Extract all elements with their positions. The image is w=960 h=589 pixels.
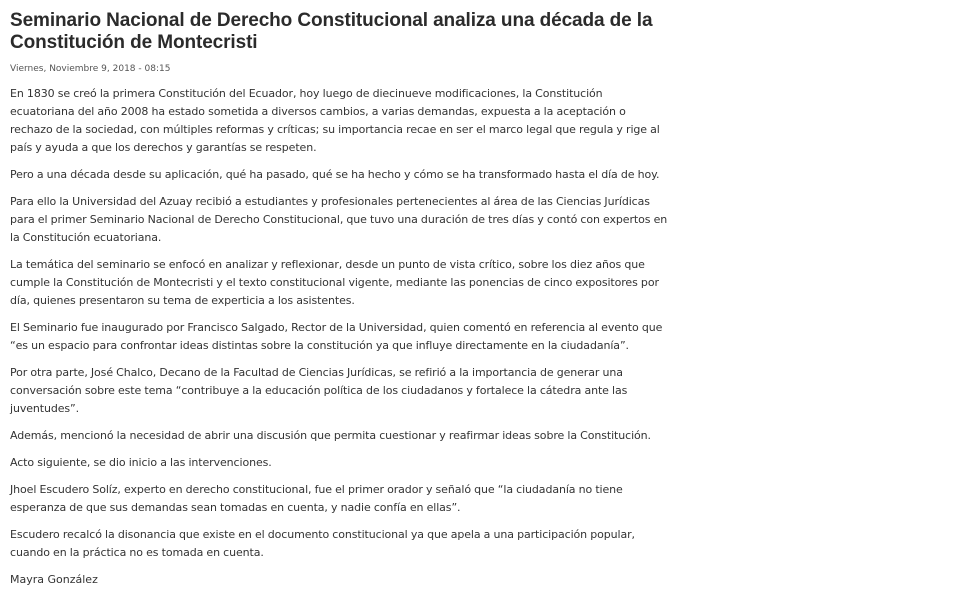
article-date: Viernes, Noviembre 9, 2018 - 08:15: [10, 64, 171, 74]
article-paragraph: Además, mencionó la necesidad de abrir una discusión que permita cuestionar y reafirmar ideas sobre la Constitución.: [10, 429, 651, 442]
article-paragraph: Para ello la Universidad del Azuay recibió a estudiantes y profesionales pertenecientes al área de las Ciencias Jurídicas para el primer Seminario Nacional de Derecho Constitucional, que tuvo una duración de tres días y contó con expertos en la Constitución ecuatoriana.: [10, 195, 668, 244]
article: [10, 10, 670, 589]
article-paragraph: El Seminario fue inaugurado por Francisco Salgado, Rector de la Universidad, quien comentó en referencia al evento que “es un espacio para confrontar ideas distintas sobre la constitución ya que influye directamente en la ciudadanía”.: [10, 321, 663, 352]
article-body: [10, 85, 670, 589]
article-paragraph: Escudero recalcó la disonancia que existe en el documento constitucional ya que apela a una participación popular, cuando en la práctica no es tomada en cuenta.: [10, 528, 635, 559]
article-paragraph: Acto siguiente, se dio inicio a las intervenciones.: [10, 456, 272, 469]
article-paragraph: Pero a una década desde su aplicación, qué ha pasado, qué se ha hecho y cómo se ha transformado hasta el día de hoy.: [10, 168, 660, 181]
article-title: Seminario Nacional de Derecho Constitucional analiza una década de la Constitución de Montecristi: [10, 10, 653, 53]
article-author: Mayra González: [10, 573, 98, 586]
article-paragraph: Por otra parte, José Chalco, Decano de la Facultad de Ciencias Jurídicas, se refirió a la importancia de generar una conversación sobre este tema “contribuye a la educación política de los ciudadanos y fortalece la cátedra ante las juventudes”.: [10, 366, 628, 415]
article-paragraph: En 1830 se creó la primera Constitución del Ecuador, hoy luego de diecinueve modificaciones, la Constitución ecuatoriana del año 2008 ha estado sometida a diversos cambios, a varias demandas, expuesta a la aceptación o rechazo de la sociedad, con múltiples reformas y críticas; su importancia recae en ser el marco legal que regula y rige al país y ayuda a que los derechos y garantías se respeten.: [10, 87, 660, 154]
article-paragraph: La temática del seminario se enfocó en analizar y reflexionar, desde un punto de vista crítico, sobre los diez años que cumple la Constitución de Montecristi y el texto constitucional vigente, mediante las ponencias de cinco expositores por día, quienes presentaron su tema de experticia a los asistentes.: [10, 258, 659, 307]
article-paragraph: Jhoel Escudero Solíz, experto en derecho constitucional, fue el primer orador y señaló que “la ciudadanía no tiene esperanza de que sus demandas sean tomadas en cuenta, y nadie confía en ellas”.: [10, 483, 623, 514]
